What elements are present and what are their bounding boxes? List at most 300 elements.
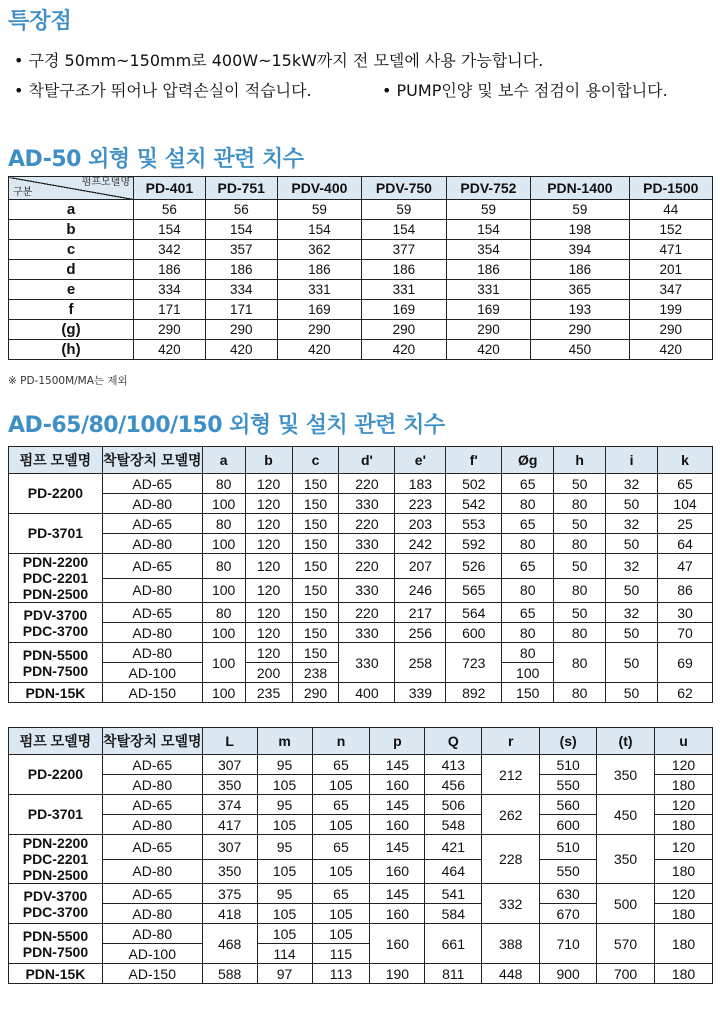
dimension-value: 80 [554, 683, 606, 703]
dimension-value: 25 [657, 514, 712, 534]
table-row [9, 884, 713, 904]
dimension-value: 50 [606, 578, 658, 603]
ad50-title: AD-50 외형 및 설치 관련 치수 [8, 147, 304, 172]
dimension-value: 661 [425, 924, 482, 964]
mount-model-cell: AD-65 [102, 835, 202, 860]
column-header: e' [395, 447, 446, 474]
mount-model-cell: AD-80 [102, 904, 202, 924]
dimension-value: 262 [482, 795, 540, 835]
column-header: h [554, 447, 606, 474]
dimension-value: 560 [540, 795, 597, 815]
dimension-value: 342 [134, 240, 206, 260]
table1-body [9, 474, 713, 703]
dimension-value: 120 [245, 578, 292, 603]
table-row [9, 683, 713, 703]
dimension-value: 80 [554, 534, 606, 554]
dimension-value: 186 [362, 260, 447, 280]
column-header: n [312, 728, 370, 755]
table-row [9, 623, 713, 643]
dimension-value: 80 [502, 578, 554, 603]
dimension-value: 350 [202, 775, 257, 795]
dimension-value: 120 [655, 835, 713, 860]
pump-model-cell [9, 603, 103, 643]
pump-model-cell [9, 683, 103, 703]
pump-model-name: PDN-2200 [22, 554, 89, 570]
table-row [9, 340, 713, 360]
mount-model-cell: AD-65 [102, 603, 202, 623]
mount-model-cell: AD-100 [102, 663, 202, 683]
dimension-value: 548 [425, 815, 482, 835]
dimension-value: 105 [257, 775, 312, 795]
dimension-value: 154 [205, 220, 277, 240]
pump-model-name: PDN-15K [25, 684, 86, 701]
table-row [9, 220, 713, 240]
dimension-value: 502 [446, 474, 502, 494]
dimension-value: 150 [292, 623, 339, 643]
dimension-value: 105 [257, 904, 312, 924]
model-header: PDV-750 [362, 177, 447, 200]
pump-model-cell [9, 835, 103, 884]
column-header: 착탈장치 모델명 [102, 728, 202, 755]
dimension-value: 100 [202, 534, 245, 554]
dimension-value: 331 [362, 280, 447, 300]
dimension-value: 105 [312, 815, 370, 835]
dimension-value: 811 [425, 964, 482, 984]
pump-model-name: PD-2200 [27, 485, 84, 502]
model-header: PD-751 [205, 177, 277, 200]
ad50-corner-cell [9, 177, 134, 200]
dimension-value: 59 [531, 200, 629, 220]
dimension-value: 212 [482, 755, 540, 795]
table2-header-row [9, 728, 713, 755]
column-header: Øg [502, 447, 554, 474]
pump-model-cell [9, 924, 103, 964]
dimension-value: 500 [597, 884, 655, 924]
feature-line-1: • 구경 50mm~150mm로 400W~15kW까지 전 모델에 사용 가능합니다. [14, 51, 544, 70]
model-header: PD-1500 [629, 177, 712, 200]
dimension-value: 331 [277, 280, 362, 300]
table-row [9, 964, 713, 984]
dimension-value: 201 [629, 260, 712, 280]
dimension-value: 388 [482, 924, 540, 964]
dimension-value: 290 [531, 320, 629, 340]
dimension-value: 120 [245, 474, 292, 494]
dimension-value: 217 [395, 603, 446, 623]
column-header: f' [446, 447, 502, 474]
dimension-value: 50 [554, 554, 606, 579]
dimension-value: 120 [245, 554, 292, 579]
row-label: (h) [9, 340, 134, 360]
row-label: f [9, 300, 134, 320]
dimension-value: 374 [202, 795, 257, 815]
dimension-value: 50 [606, 623, 658, 643]
ad65-dimension-table-1 [8, 446, 713, 703]
dimension-value: 421 [425, 835, 482, 860]
dimension-value: 290 [292, 683, 339, 703]
dimension-value: 80 [502, 494, 554, 514]
dimension-value: 169 [362, 300, 447, 320]
dimension-value: 50 [606, 494, 658, 514]
dimension-value: 145 [370, 835, 425, 860]
dimension-value: 180 [655, 859, 713, 884]
mount-model-cell: AD-65 [102, 474, 202, 494]
dimension-value: 160 [370, 924, 425, 964]
dimension-value: 105 [312, 904, 370, 924]
dimension-value: 570 [597, 924, 655, 964]
dimension-value: 258 [395, 643, 446, 683]
dimension-value: 105 [312, 859, 370, 884]
dimension-value: 186 [446, 260, 531, 280]
dimension-value: 105 [257, 859, 312, 884]
dimension-value: 32 [606, 554, 658, 579]
dimension-value: 50 [554, 514, 606, 534]
dimension-value: 592 [446, 534, 502, 554]
dimension-value: 220 [339, 603, 395, 623]
dimension-value: 541 [425, 884, 482, 904]
dimension-value: 290 [205, 320, 277, 340]
dimension-value: 80 [554, 494, 606, 514]
dimension-value: 186 [277, 260, 362, 280]
dimension-value: 198 [531, 220, 629, 240]
dimension-value: 464 [425, 859, 482, 884]
dimension-value: 115 [312, 944, 370, 964]
row-label: a [9, 200, 134, 220]
column-header: b [245, 447, 292, 474]
table-row [9, 534, 713, 554]
dimension-value: 332 [482, 884, 540, 924]
dimension-value: 80 [202, 603, 245, 623]
table-row [9, 240, 713, 260]
dimension-value: 32 [606, 514, 658, 534]
dimension-value: 50 [606, 643, 658, 683]
dimension-value: 120 [245, 514, 292, 534]
dimension-value: 220 [339, 474, 395, 494]
dimension-value: 290 [362, 320, 447, 340]
dimension-value: 290 [446, 320, 531, 340]
column-header: d' [339, 447, 395, 474]
table-row [9, 554, 713, 579]
dimension-value: 723 [446, 643, 502, 683]
dimension-value: 307 [202, 755, 257, 775]
row-label: b [9, 220, 134, 240]
dimension-value: 120 [245, 603, 292, 623]
column-header: 착탈장치 모델명 [102, 447, 202, 474]
dimension-value: 154 [362, 220, 447, 240]
dimension-value: 362 [277, 240, 362, 260]
dimension-value: 32 [606, 603, 658, 623]
dimension-value: 80 [202, 554, 245, 579]
dimension-value: 95 [257, 884, 312, 904]
dimension-value: 220 [339, 554, 395, 579]
dimension-value: 199 [629, 300, 712, 320]
column-header: k [657, 447, 712, 474]
pump-model-name: PDN-2500 [22, 586, 89, 603]
dimension-value: 154 [446, 220, 531, 240]
dimension-value: 420 [446, 340, 531, 360]
dimension-value: 62 [657, 683, 712, 703]
dimension-value: 670 [540, 904, 597, 924]
dimension-value: 186 [531, 260, 629, 280]
dimension-value: 377 [362, 240, 447, 260]
table-row [9, 755, 713, 775]
table-row [9, 835, 713, 860]
dimension-value: 95 [257, 795, 312, 815]
dimension-value: 207 [395, 554, 446, 579]
column-header: i [606, 447, 658, 474]
dimension-value: 30 [657, 603, 712, 623]
column-header: 펌프 모델명 [9, 447, 103, 474]
dimension-value: 120 [245, 494, 292, 514]
ad50-body [9, 200, 713, 360]
dimension-value: 900 [540, 964, 597, 984]
feature-line-3: • PUMP인양 및 보수 점검이 용이합니다. [382, 81, 668, 100]
dimension-value: 506 [425, 795, 482, 815]
dimension-value: 365 [531, 280, 629, 300]
table-row [9, 300, 713, 320]
mount-model-cell: AD-65 [102, 514, 202, 534]
dimension-value: 630 [540, 884, 597, 904]
dimension-value: 307 [202, 835, 257, 860]
dimension-value: 171 [205, 300, 277, 320]
dimension-value: 59 [446, 200, 531, 220]
dimension-value: 80 [202, 514, 245, 534]
table1-header-row [9, 447, 713, 474]
dimension-value: 456 [425, 775, 482, 795]
table-row [9, 320, 713, 340]
ad65-dimension-table-2 [8, 727, 713, 984]
dimension-value: 228 [482, 835, 540, 884]
dimension-value: 59 [362, 200, 447, 220]
column-header: p [370, 728, 425, 755]
dimension-value: 65 [312, 755, 370, 775]
dimension-value: 542 [446, 494, 502, 514]
mount-model-cell: AD-65 [102, 755, 202, 775]
dimension-value: 80 [502, 623, 554, 643]
dimension-value: 171 [134, 300, 206, 320]
dimension-value: 152 [629, 220, 712, 240]
dimension-value: 150 [292, 494, 339, 514]
dimension-value: 160 [370, 815, 425, 835]
dimension-value: 150 [292, 578, 339, 603]
pump-model-name: PDN-2500 [22, 867, 89, 884]
dimension-value: 180 [655, 964, 713, 984]
pump-model-cell: PD-3701 [9, 795, 103, 835]
dimension-value: 56 [134, 200, 206, 220]
dimension-value: 113 [312, 964, 370, 984]
dimension-value: 120 [655, 795, 713, 815]
mount-model-cell: AD-65 [102, 795, 202, 815]
dimension-value: 290 [277, 320, 362, 340]
dimension-value: 145 [370, 755, 425, 775]
mount-model-cell: AD-100 [102, 944, 202, 964]
dimension-value: 150 [292, 514, 339, 534]
column-header: a [202, 447, 245, 474]
column-header: m [257, 728, 312, 755]
dimension-value: 80 [502, 643, 554, 663]
dimension-value: 186 [205, 260, 277, 280]
dimension-value: 180 [655, 924, 713, 964]
table2-body [9, 755, 713, 984]
mount-model-cell: AD-65 [102, 554, 202, 579]
dimension-value: 565 [446, 578, 502, 603]
dimension-value: 150 [502, 683, 554, 703]
pump-model-cell [9, 514, 103, 554]
dimension-value: 154 [134, 220, 206, 240]
mount-model-cell: AD-80 [102, 775, 202, 795]
dimension-value: 220 [339, 514, 395, 534]
dimension-value: 150 [292, 643, 339, 663]
model-header: PDV-400 [277, 177, 362, 200]
model-header: PD-401 [134, 177, 206, 200]
dimension-value: 80 [202, 474, 245, 494]
dimension-value: 223 [395, 494, 446, 514]
dimension-value: 420 [205, 340, 277, 360]
dimension-value: 154 [277, 220, 362, 240]
dimension-value: 80 [554, 623, 606, 643]
column-header: Q [425, 728, 482, 755]
dimension-value: 97 [257, 964, 312, 984]
dimension-value: 169 [277, 300, 362, 320]
dimension-value: 120 [655, 884, 713, 904]
dimension-value: 238 [292, 663, 339, 683]
pump-model-name: PDV-3700 [23, 606, 88, 623]
dimension-value: 69 [657, 643, 712, 683]
dimension-value: 420 [362, 340, 447, 360]
dimension-value: 235 [245, 683, 292, 703]
corner-category-label: 구분 [13, 187, 33, 198]
pump-model-cell: PD-2200 [9, 755, 103, 795]
dimension-value: 32 [606, 474, 658, 494]
dimension-value: 357 [205, 240, 277, 260]
dimension-value: 150 [292, 474, 339, 494]
row-label: c [9, 240, 134, 260]
dimension-value: 350 [597, 755, 655, 795]
column-header: (s) [540, 728, 597, 755]
dimension-value: 180 [655, 775, 713, 795]
dimension-value: 64 [657, 534, 712, 554]
table-row [9, 603, 713, 623]
dimension-value: 347 [629, 280, 712, 300]
pump-model-name: PD-3701 [27, 525, 84, 542]
dimension-value: 65 [502, 603, 554, 623]
column-header: (t) [597, 728, 655, 755]
pump-model-name: PDN-5500 [22, 646, 89, 663]
dimension-value: 65 [312, 795, 370, 815]
dimension-value: 150 [292, 534, 339, 554]
dimension-value: 100 [202, 683, 245, 703]
dimension-value: 120 [245, 623, 292, 643]
dimension-value: 100 [502, 663, 554, 683]
dimension-value: 100 [202, 623, 245, 643]
dimension-value: 510 [540, 835, 597, 860]
row-label: d [9, 260, 134, 280]
dimension-value: 105 [312, 924, 370, 944]
dimension-value: 193 [531, 300, 629, 320]
dimension-value: 550 [540, 859, 597, 884]
dimension-value: 150 [292, 554, 339, 579]
row-label: (g) [9, 320, 134, 340]
dimension-value: 59 [277, 200, 362, 220]
table-row [9, 924, 713, 944]
table-row [9, 643, 713, 663]
dimension-value: 330 [339, 578, 395, 603]
dimension-value: 86 [657, 578, 712, 603]
dimension-value: 600 [446, 623, 502, 643]
ad50-dimension-table [8, 176, 713, 360]
dimension-value: 256 [395, 623, 446, 643]
pump-model-cell [9, 884, 103, 924]
dimension-value: 120 [245, 643, 292, 663]
dimension-value: 50 [554, 474, 606, 494]
dimension-value: 160 [370, 904, 425, 924]
dimension-value: 145 [370, 795, 425, 815]
dimension-value: 65 [502, 554, 554, 579]
dimension-value: 65 [312, 884, 370, 904]
dimension-value: 114 [257, 944, 312, 964]
dimension-value: 203 [395, 514, 446, 534]
dimension-value: 160 [370, 775, 425, 795]
dimension-value: 183 [395, 474, 446, 494]
features-title: 특장점 [8, 9, 72, 34]
dimension-value: 330 [339, 494, 395, 514]
dimension-value: 47 [657, 554, 712, 579]
dimension-value: 80 [554, 578, 606, 603]
model-header: PDN-1400 [531, 177, 629, 200]
corner-model-label: 펌프모델명 [81, 177, 130, 188]
column-header: L [202, 728, 257, 755]
dimension-value: 290 [134, 320, 206, 340]
table-row [9, 260, 713, 280]
dimension-value: 350 [597, 835, 655, 884]
dimension-value: 420 [277, 340, 362, 360]
feature-line-2: • 착탈구조가 뛰어나 압력손실이 적습니다. [14, 81, 312, 100]
mount-model-cell: AD-80 [102, 623, 202, 643]
dimension-value: 242 [395, 534, 446, 554]
dimension-value: 564 [446, 603, 502, 623]
mount-model-cell: AD-80 [102, 534, 202, 554]
dimension-value: 105 [257, 815, 312, 835]
dimension-value: 450 [531, 340, 629, 360]
dimension-value: 95 [257, 755, 312, 775]
ad50-note: ※ PD-1500M/MA는 제외 [8, 375, 128, 387]
dimension-value: 56 [205, 200, 277, 220]
dimension-value: 526 [446, 554, 502, 579]
dimension-value: 550 [540, 775, 597, 795]
dimension-value: 290 [629, 320, 712, 340]
dimension-value: 331 [446, 280, 531, 300]
model-header: PDV-752 [446, 177, 531, 200]
column-header: c [292, 447, 339, 474]
pump-model-cell: PDN-15K [9, 964, 103, 984]
ad65-title: AD-65/80/100/150 외형 및 설치 관련 치수 [8, 413, 445, 438]
dimension-value: 105 [312, 775, 370, 795]
pump-model-name: PDN-5500 [22, 927, 89, 944]
table-row [9, 200, 713, 220]
dimension-value: 350 [202, 859, 257, 884]
dimension-value: 180 [655, 815, 713, 835]
mount-model-cell: AD-80 [102, 494, 202, 514]
dimension-value: 892 [446, 683, 502, 703]
dimension-value: 420 [629, 340, 712, 360]
dimension-value: 339 [395, 683, 446, 703]
dimension-value: 354 [446, 240, 531, 260]
pump-model-name: PDN-7500 [22, 662, 89, 679]
column-header: u [655, 728, 713, 755]
dimension-value: 180 [655, 904, 713, 924]
dimension-value: 65 [502, 474, 554, 494]
dimension-value: 80 [502, 534, 554, 554]
dimension-value: 330 [339, 623, 395, 643]
